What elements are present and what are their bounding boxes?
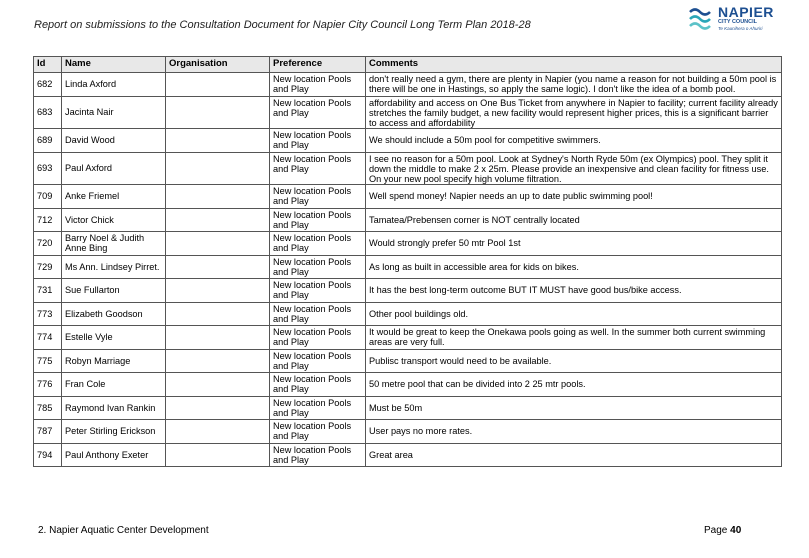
table-row bbox=[34, 349, 782, 373]
cell-preference: New location Pools and Play bbox=[270, 420, 366, 444]
cell-comments: affordability and access on One Bus Ticket from anywhere in Napier to facility; current facility already stretches the family budget, a new facility would represent higher prices, this is a significant barrier to access and affordability bbox=[366, 96, 782, 129]
cell-organisation bbox=[166, 232, 270, 256]
table-row bbox=[34, 420, 782, 444]
cell-name: Paul Axford bbox=[62, 152, 166, 185]
table-row bbox=[34, 373, 782, 397]
cell-organisation bbox=[166, 73, 270, 97]
cell-id: 682 bbox=[34, 73, 62, 97]
table-row bbox=[34, 326, 782, 350]
page-number: 40 bbox=[730, 525, 742, 536]
cell-id: 785 bbox=[34, 396, 62, 420]
cell-organisation bbox=[166, 129, 270, 153]
cell-organisation bbox=[166, 185, 270, 209]
cell-organisation bbox=[166, 208, 270, 232]
cell-preference: New location Pools and Play bbox=[270, 279, 366, 303]
table-header-row bbox=[34, 57, 782, 73]
footer-section-title: 2. Napier Aquatic Center Development bbox=[38, 525, 209, 536]
cell-preference: New location Pools and Play bbox=[270, 373, 366, 397]
cell-comments: As long as built in accessible area for kids on bikes. bbox=[366, 255, 782, 279]
cell-name: Jacinta Nair bbox=[62, 96, 166, 129]
cell-preference: New location Pools and Play bbox=[270, 96, 366, 129]
cell-organisation bbox=[166, 420, 270, 444]
cell-organisation bbox=[166, 255, 270, 279]
cell-comments: We should include a 50m pool for competitive swimmers. bbox=[366, 129, 782, 153]
table-row bbox=[34, 396, 782, 420]
cell-id: 729 bbox=[34, 255, 62, 279]
napier-city-council-logo bbox=[686, 2, 786, 38]
cell-name: Fran Cole bbox=[62, 373, 166, 397]
cell-comments: Other pool buildings old. bbox=[366, 302, 782, 326]
cell-comments: Well spend money! Napier needs an up to date public swimming pool! bbox=[366, 185, 782, 209]
cell-preference: New location Pools and Play bbox=[270, 326, 366, 350]
cell-comments: Great area bbox=[366, 443, 782, 467]
cell-preference: New location Pools and Play bbox=[270, 443, 366, 467]
column-header-organisation: Organisation bbox=[166, 57, 270, 73]
cell-id: 774 bbox=[34, 326, 62, 350]
cell-name: Estelle Vyle bbox=[62, 326, 166, 350]
cell-comments: It has the best long-term outcome BUT IT MUST have good bus/bike access. bbox=[366, 279, 782, 303]
cell-name: Sue Fullarton bbox=[62, 279, 166, 303]
cell-comments: Tamatea/Prebensen corner is NOT centrally located bbox=[366, 208, 782, 232]
cell-id: 720 bbox=[34, 232, 62, 256]
cell-comments: Publisc transport would need to be available. bbox=[366, 349, 782, 373]
cell-preference: New location Pools and Play bbox=[270, 232, 366, 256]
cell-preference: New location Pools and Play bbox=[270, 349, 366, 373]
logo-subtitle: CITY COUNCIL bbox=[718, 19, 758, 25]
column-header-name: Name bbox=[62, 57, 166, 73]
cell-preference: New location Pools and Play bbox=[270, 152, 366, 185]
table-row bbox=[34, 129, 782, 153]
cell-organisation bbox=[166, 396, 270, 420]
cell-preference: New location Pools and Play bbox=[270, 73, 366, 97]
cell-name: Ms Ann. Lindsey Pirret. bbox=[62, 255, 166, 279]
cell-name: Linda Axford bbox=[62, 73, 166, 97]
cell-id: 709 bbox=[34, 185, 62, 209]
table-row bbox=[34, 73, 782, 97]
cell-name: Paul Anthony Exeter bbox=[62, 443, 166, 467]
cell-preference: New location Pools and Play bbox=[270, 129, 366, 153]
submissions-table bbox=[33, 56, 782, 467]
cell-comments: 50 metre pool that can be divided into 2 25 mtr pools. bbox=[366, 373, 782, 397]
cell-preference: New location Pools and Play bbox=[270, 255, 366, 279]
table-row bbox=[34, 96, 782, 129]
cell-organisation bbox=[166, 349, 270, 373]
table-row bbox=[34, 279, 782, 303]
cell-preference: New location Pools and Play bbox=[270, 302, 366, 326]
table-row bbox=[34, 232, 782, 256]
cell-comments: User pays no more rates. bbox=[366, 420, 782, 444]
table-row bbox=[34, 302, 782, 326]
cell-name: David Wood bbox=[62, 129, 166, 153]
cell-organisation bbox=[166, 326, 270, 350]
cell-organisation bbox=[166, 279, 270, 303]
page-label: Page bbox=[704, 525, 728, 536]
logo-wordmark: NAPIER bbox=[718, 4, 774, 20]
cell-comments: Must be 50m bbox=[366, 396, 782, 420]
cell-comments: Would strongly prefer 50 mtr Pool 1st bbox=[366, 232, 782, 256]
column-header-comments: Comments bbox=[366, 57, 782, 73]
cell-id: 689 bbox=[34, 129, 62, 153]
cell-organisation bbox=[166, 373, 270, 397]
cell-name: Elizabeth Goodson bbox=[62, 302, 166, 326]
wave-logo-icon bbox=[686, 4, 716, 34]
table-row bbox=[34, 255, 782, 279]
footer-page-number bbox=[704, 525, 741, 536]
cell-preference: New location Pools and Play bbox=[270, 185, 366, 209]
table-row bbox=[34, 208, 782, 232]
table-row bbox=[34, 185, 782, 209]
cell-name: Anke Friemel bbox=[62, 185, 166, 209]
table-row bbox=[34, 152, 782, 185]
cell-comments: It would be great to keep the Onekawa pools going as well. In the summer both current swimming areas are very full. bbox=[366, 326, 782, 350]
cell-name: Robyn Marriage bbox=[62, 349, 166, 373]
cell-id: 683 bbox=[34, 96, 62, 129]
column-header-id: Id bbox=[34, 57, 62, 73]
cell-id: 776 bbox=[34, 373, 62, 397]
cell-id: 773 bbox=[34, 302, 62, 326]
table-row bbox=[34, 443, 782, 467]
cell-id: 712 bbox=[34, 208, 62, 232]
page-header-title: Report on submissions to the Consultation Document for Napier City Council Long Term Plan 2018-28 bbox=[34, 19, 531, 31]
cell-preference: New location Pools and Play bbox=[270, 208, 366, 232]
cell-name: Victor Chick bbox=[62, 208, 166, 232]
logo-tagline: Te Kaunihera o Ahuriri bbox=[718, 26, 763, 31]
cell-comments: don't really need a gym, there are plenty in Napier (you name a reason for not building a 50m pool is there will be one in Hastings, so apply the same logic). I don't like the idea of a bomb pool. bbox=[366, 73, 782, 97]
cell-organisation bbox=[166, 96, 270, 129]
cell-organisation bbox=[166, 443, 270, 467]
cell-id: 787 bbox=[34, 420, 62, 444]
cell-organisation bbox=[166, 302, 270, 326]
cell-id: 731 bbox=[34, 279, 62, 303]
cell-id: 693 bbox=[34, 152, 62, 185]
cell-organisation bbox=[166, 152, 270, 185]
cell-preference: New location Pools and Play bbox=[270, 396, 366, 420]
cell-id: 794 bbox=[34, 443, 62, 467]
cell-name: Peter Stirling Erickson bbox=[62, 420, 166, 444]
cell-name: Barry Noel & Judith Anne Bing bbox=[62, 232, 166, 256]
cell-name: Raymond Ivan Rankin bbox=[62, 396, 166, 420]
column-header-preference: Preference bbox=[270, 57, 366, 73]
cell-id: 775 bbox=[34, 349, 62, 373]
cell-comments: I see no reason for a 50m pool. Look at Sydney's North Ryde 50m (ex Olympics) pool. They split it down the middle to make 2 x 25m. Please provide an inexpensive and clean facility for fitness use. On your new pool specify high volume filtration. bbox=[366, 152, 782, 185]
